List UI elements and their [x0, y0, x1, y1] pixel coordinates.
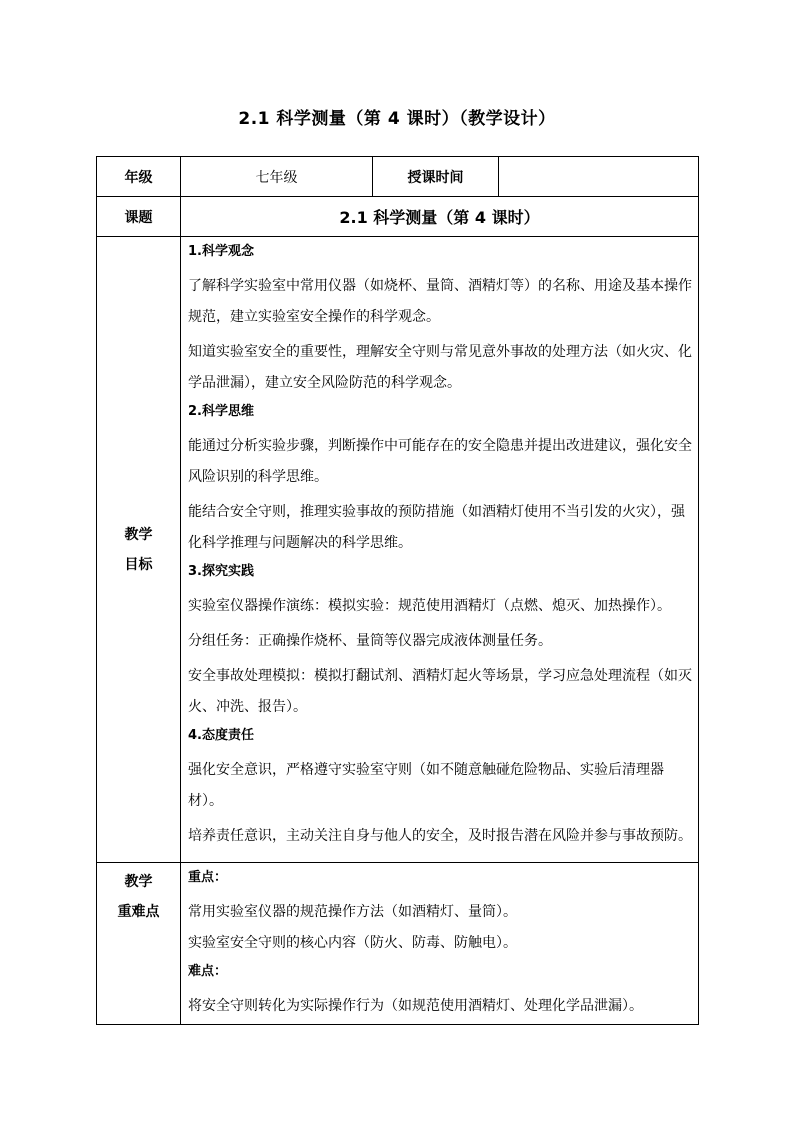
focus-title: 重点：: [188, 870, 228, 885]
objective-paragraph: 安全事故处理模拟：模拟打翻试剂、酒精灯起火等场景，学习应急处理流程（如灭火、冲洗、报告）。: [188, 668, 692, 715]
section-title: 1.科学观念: [188, 244, 254, 259]
key-points-label: [97, 863, 181, 1025]
objective-paragraph: 能结合安全守则，推理实验事故的预防措施（如酒精灯使用不当引发的火灾），强化科学推理与问题解决的科学思维。: [188, 504, 685, 551]
key-points-row: [97, 863, 699, 1025]
section-title: 4.态度责任: [188, 728, 254, 743]
objectives-row: [97, 237, 699, 863]
class-time-value: [499, 157, 699, 197]
topic-row: [97, 197, 699, 237]
grade-value: 七年级: [181, 157, 373, 197]
objective-paragraph: 了解科学实验室中常用仪器（如烧杯、量筒、酒精灯等）的名称、用途及基本操作规范，建立实验室安全操作的科学观念。: [188, 278, 692, 325]
objective-paragraph: 分组任务：正确操作烧杯、量筒等仪器完成液体测量任务。: [188, 633, 552, 649]
objectives-label-line2: 目标: [124, 556, 153, 573]
key-points-content: [181, 863, 699, 1025]
lesson-plan-table: [96, 156, 699, 1025]
grade-row: [97, 157, 699, 197]
objectives-label-line1: 教学: [124, 526, 153, 543]
section-title: 3.探究实践: [188, 564, 254, 579]
objective-paragraph: 能通过分析实验步骤，判断操作中可能存在的安全隐患并提出改进建议，强化安全风险识别的科学思维。: [188, 438, 692, 485]
topic-label: 课题: [97, 197, 181, 237]
topic-value: 2.1 科学测量（第 4 课时）: [181, 197, 699, 237]
objective-paragraph: 培养责任意识，主动关注自身与他人的安全，及时报告潜在风险并参与事故预防。: [188, 828, 692, 844]
grade-label: 年级: [97, 157, 181, 197]
objective-paragraph: 实验室仪器操作演练：模拟实验：规范使用酒精灯（点燃、熄灭、加热操作）。: [188, 598, 671, 614]
focus-item: 常用实验室仪器的规范操作方法（如酒精灯、量筒）。: [188, 904, 517, 920]
class-time-label: 授课时间: [373, 157, 499, 197]
objective-paragraph: 知道实验室安全的重要性，理解安全守则与常见意外事故的处理方法（如火灾、化学品泄漏），建立安全风险防范的科学观念。: [188, 344, 692, 391]
difficulty-title: 难点：: [188, 964, 228, 979]
objectives-content: [181, 237, 699, 863]
objectives-label: [97, 237, 181, 863]
section-title: 2.科学思维: [188, 404, 254, 419]
key-points-label-line2: 重难点: [117, 904, 160, 920]
focus-item: 实验室安全守则的核心内容（防火、防毒、防触电）。: [188, 935, 517, 951]
difficulty-item: 将安全守则转化为实际操作行为（如规范使用酒精灯、处理化学品泄漏）。: [188, 998, 643, 1014]
key-points-label-line1: 教学: [124, 874, 153, 890]
objective-paragraph: 强化安全意识，严格遵守实验室守则（如不随意触碰危险物品、实验后清理器材）。: [188, 762, 664, 809]
document-title: 2.1 科学测量（第 4 课时）（教学设计）: [238, 109, 556, 129]
